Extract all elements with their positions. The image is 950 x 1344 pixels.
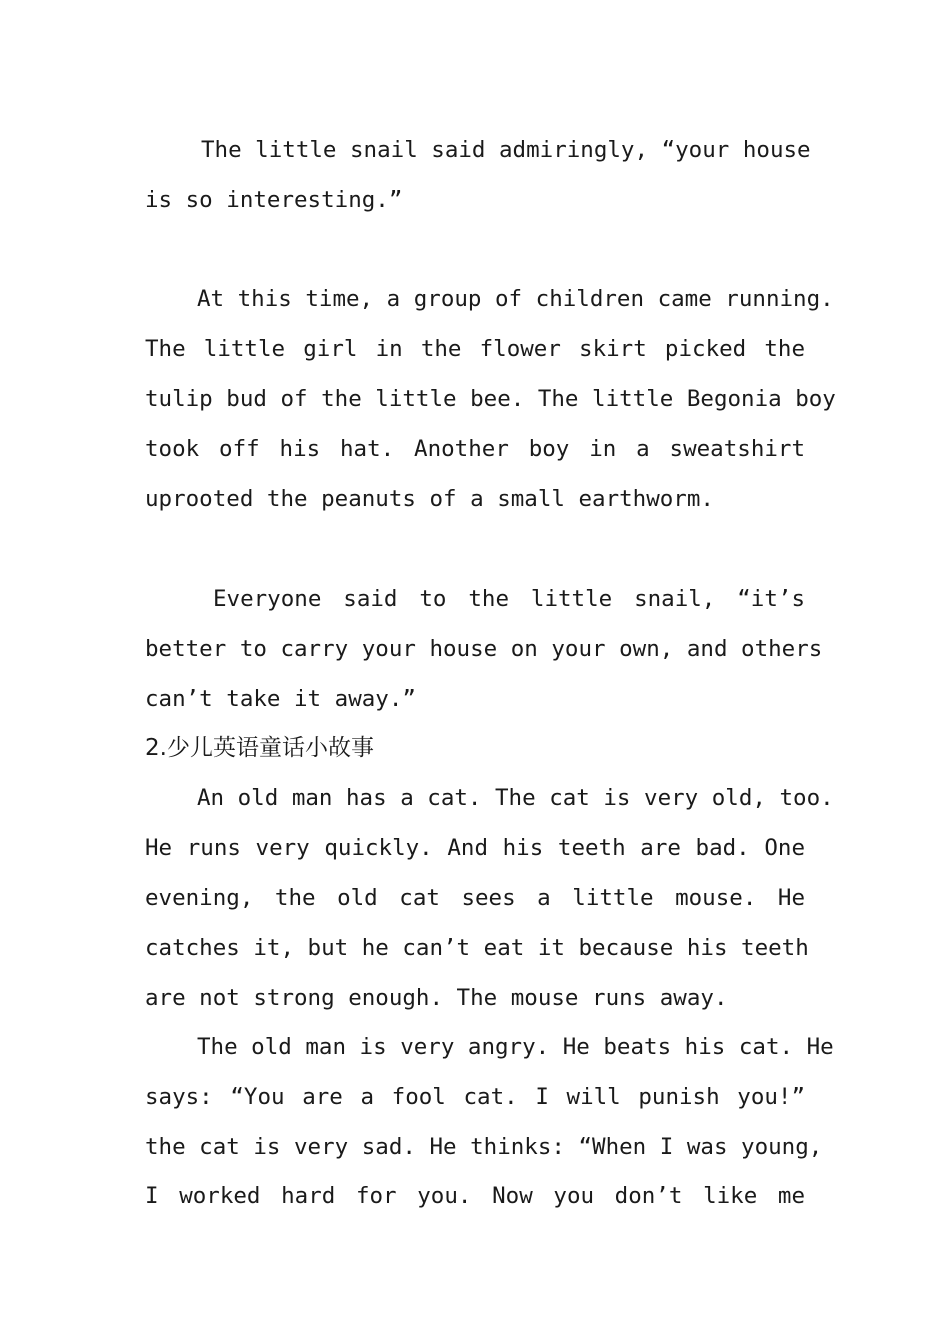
section-heading: 2.少儿英语童话小故事 (145, 735, 374, 761)
text-line: I worked hard for you. Now you don’t like me (145, 1183, 805, 1209)
text-line: uprooted the peanuts of a small earthworm. (145, 486, 714, 512)
text-line: The old man is very angry. He beats his cat. He (197, 1034, 834, 1060)
text-line: says: “You are a fool cat. I will punish you!” (145, 1084, 805, 1110)
text-line: took off his hat. Another boy in a sweatshirt (145, 436, 805, 462)
text-line: the cat is very sad. He thinks: “When I was young, (145, 1134, 823, 1160)
text-line: The little girl in the flower skirt picked the (145, 336, 805, 362)
text-line: tulip bud of the little bee. The little Begonia boy (145, 386, 836, 412)
text-line: catches it, but he can’t eat it because his teeth (145, 935, 809, 961)
text-line: is so interesting.” (145, 187, 403, 213)
text-line: can’t take it away.” (145, 686, 416, 712)
text-line: At this time, a group of children came running. (197, 286, 834, 312)
text-line: are not strong enough. The mouse runs away. (145, 985, 728, 1011)
text-line: better to carry your house on your own, and others (145, 636, 823, 662)
text-line: evening, the old cat sees a little mouse. He (145, 885, 805, 911)
text-line: He runs very quickly. And his teeth are bad. One (145, 835, 805, 861)
text-line: An old man has a cat. The cat is very old, too. (197, 785, 834, 811)
text-line: The little snail said admiringly, “your house (201, 137, 811, 163)
text-line: Everyone said to the little snail, “it’s (213, 586, 805, 612)
